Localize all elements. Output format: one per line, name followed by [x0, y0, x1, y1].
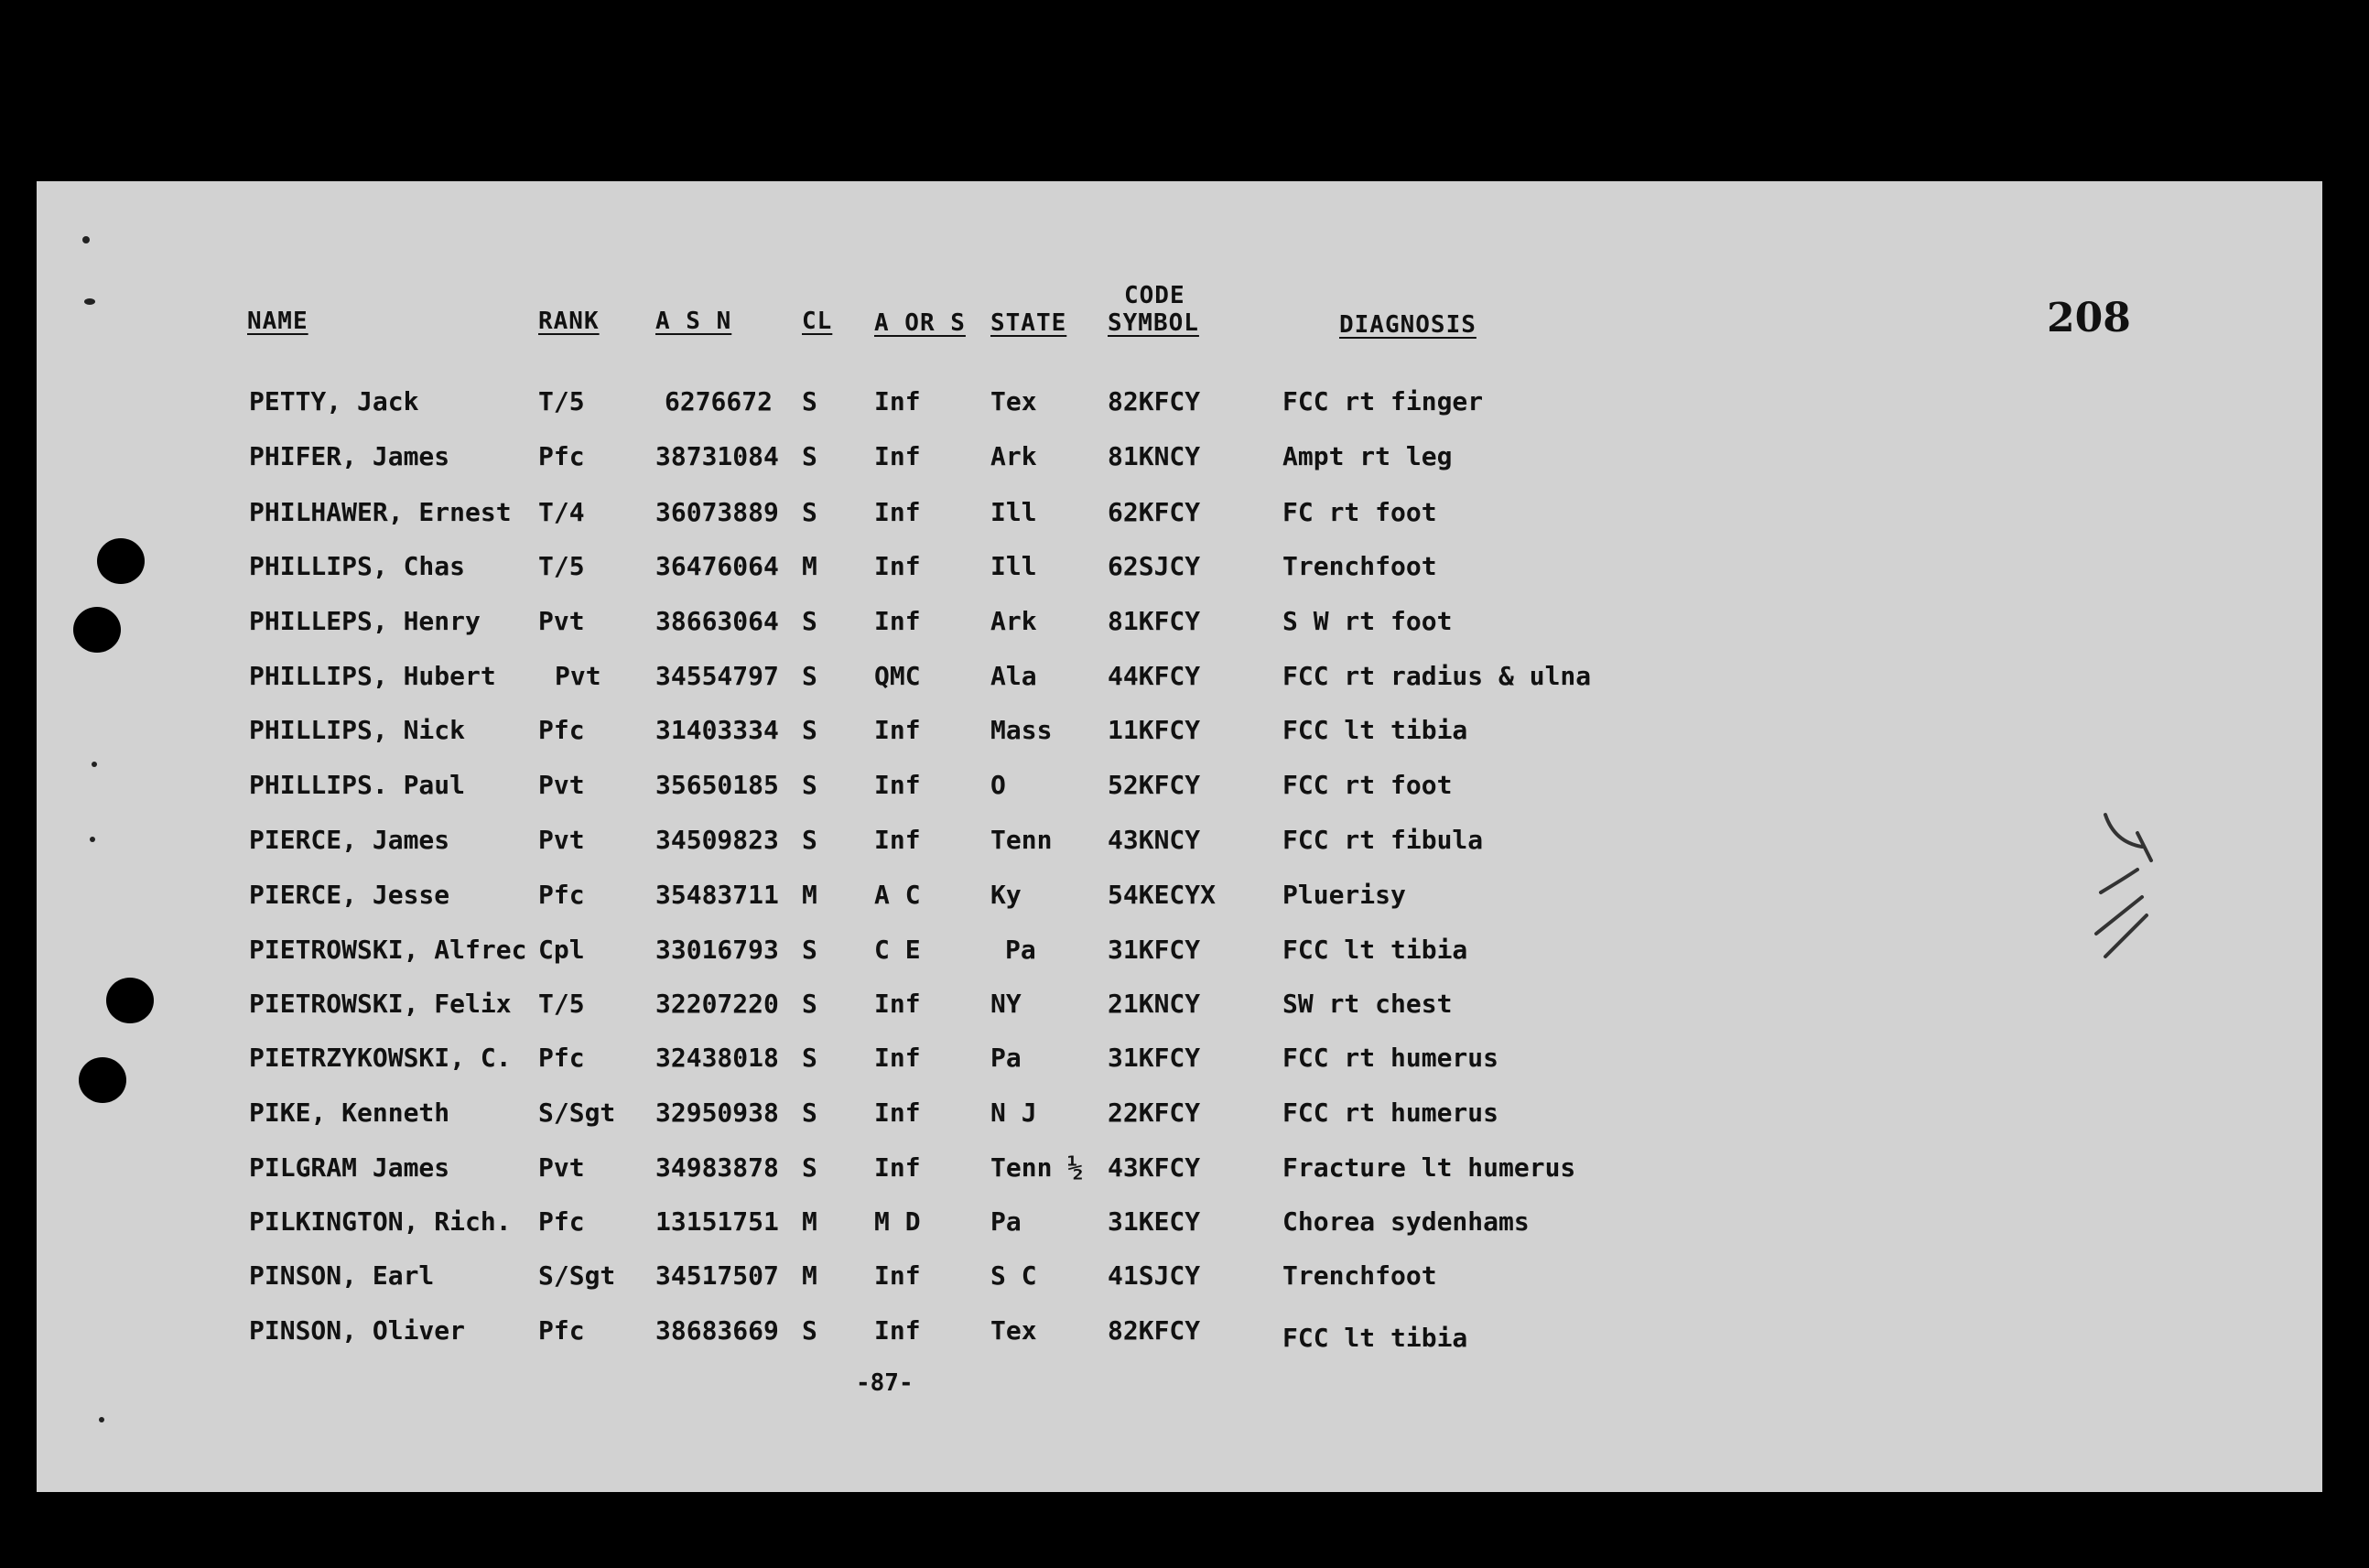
- cell-asn: 32950938: [655, 1098, 779, 1128]
- cell-a-or-s: Inf: [874, 770, 921, 800]
- cell-asn: 13151751: [655, 1206, 779, 1237]
- cell-rank: T/5: [538, 989, 585, 1019]
- margin-mark: [99, 1417, 104, 1422]
- cell-diagnosis: FC rt foot: [1282, 497, 1437, 527]
- table-row: [0, 1152, 2369, 1204]
- table-row: [0, 1260, 2369, 1312]
- table-row: [0, 715, 2369, 766]
- cell-asn: 36073889: [655, 497, 779, 527]
- cell-cl: M: [802, 1206, 817, 1237]
- table-row: [0, 1315, 2369, 1367]
- cell-rank: Pvt: [538, 606, 585, 636]
- cell-state: Tex: [990, 1315, 1037, 1346]
- cell-name: PETTY, Jack: [249, 386, 419, 416]
- cell-state: Mass: [990, 715, 1053, 745]
- table-row: [0, 386, 2369, 438]
- cell-code-symbol: 62SJCY: [1108, 551, 1201, 581]
- cell-diagnosis: Chorea sydenhams: [1282, 1206, 1530, 1237]
- table-row: [0, 770, 2369, 821]
- cell-cl: S: [802, 606, 817, 636]
- cell-asn: 38731084: [655, 441, 779, 471]
- cell-rank: T/4: [538, 497, 585, 527]
- table-row: [0, 1043, 2369, 1094]
- cell-rank: Pvt: [538, 825, 585, 855]
- cell-state: Ill: [990, 497, 1037, 527]
- page-number: 208: [2047, 295, 2131, 341]
- cell-state: Ala: [990, 661, 1037, 691]
- header-cl: CL: [802, 308, 833, 335]
- cell-state: S C: [990, 1260, 1037, 1291]
- margin-mark: [82, 236, 90, 243]
- cell-a-or-s: Inf: [874, 386, 921, 416]
- cell-code-symbol: 82KFCY: [1108, 386, 1201, 416]
- cell-rank: Pfc: [538, 880, 585, 910]
- cell-name: PILKINGTON, Rich.: [249, 1206, 512, 1237]
- header-a-or-s: A OR S: [874, 309, 966, 337]
- cell-diagnosis: FCC rt foot: [1282, 770, 1453, 800]
- cell-state: Pa: [1005, 935, 1036, 965]
- cell-a-or-s: Inf: [874, 551, 921, 581]
- cell-state: Tenn: [990, 825, 1053, 855]
- cell-name: PIKE, Kenneth: [249, 1098, 450, 1128]
- cell-code-symbol: 31KFCY: [1108, 935, 1201, 965]
- cell-cl: S: [802, 386, 817, 416]
- cell-a-or-s: Inf: [874, 1043, 921, 1073]
- table-row: [0, 441, 2369, 492]
- cell-cl: M: [802, 551, 817, 581]
- cell-code-symbol: 41SJCY: [1108, 1260, 1201, 1291]
- cell-state: O: [990, 770, 1006, 800]
- cell-asn: 32207220: [655, 989, 779, 1019]
- cell-code-symbol: 62KFCY: [1108, 497, 1201, 527]
- cell-rank: S/Sgt: [538, 1098, 616, 1128]
- cell-cl: M: [802, 880, 817, 910]
- cell-name: PIETROWSKI, Alfrec: [249, 935, 527, 965]
- cell-a-or-s: Inf: [874, 989, 921, 1019]
- header-diagnosis: DIAGNOSIS: [1339, 311, 1477, 339]
- cell-name: PIERCE, Jesse: [249, 880, 450, 910]
- table-row: [0, 1098, 2369, 1149]
- cell-cl: S: [802, 935, 817, 965]
- cell-cl: S: [802, 661, 817, 691]
- cell-cl: S: [802, 989, 817, 1019]
- cell-name: PHILHAWER, Ernest: [249, 497, 512, 527]
- cell-cl: S: [802, 441, 817, 471]
- cell-diagnosis: Ampt rt leg: [1282, 441, 1453, 471]
- table-row: [0, 606, 2369, 657]
- cell-name: PINSON, Oliver: [249, 1315, 466, 1346]
- cell-asn: 38663064: [655, 606, 779, 636]
- cell-rank: Pvt: [555, 661, 601, 691]
- cell-diagnosis: FCC rt humerus: [1282, 1043, 1499, 1073]
- cell-diagnosis: Pluerisy: [1282, 880, 1406, 910]
- cell-diagnosis: Trenchfoot: [1282, 551, 1437, 581]
- cell-diagnosis: FCC rt radius & ulna: [1282, 661, 1592, 691]
- cell-code-symbol: 31KFCY: [1108, 1043, 1201, 1073]
- cell-rank: Pfc: [538, 715, 585, 745]
- table-row: [0, 661, 2369, 712]
- cell-name: PHILLIPS, Hubert: [249, 661, 496, 691]
- cell-name: PIETRZYKOWSKI, C.: [249, 1043, 512, 1073]
- cell-cl: S: [802, 1043, 817, 1073]
- cell-rank: T/5: [538, 551, 585, 581]
- cell-state: NY: [990, 989, 1022, 1019]
- cell-a-or-s: Inf: [874, 1098, 921, 1128]
- cell-name: PHILLIPS, Chas: [249, 551, 466, 581]
- cell-a-or-s: Inf: [874, 1260, 921, 1291]
- cell-a-or-s: Inf: [874, 825, 921, 855]
- cell-diagnosis: FCC rt finger: [1282, 386, 1484, 416]
- cell-asn: 38683669: [655, 1315, 779, 1346]
- cell-asn: 32438018: [655, 1043, 779, 1073]
- cell-rank: S/Sgt: [538, 1260, 616, 1291]
- cell-code-symbol: 11KFCY: [1108, 715, 1201, 745]
- header-code: CODE: [1124, 282, 1185, 309]
- cell-name: PHILLIPS. Paul: [249, 770, 466, 800]
- cell-asn: 35483711: [655, 880, 779, 910]
- page-footer-number: -87-: [856, 1369, 914, 1397]
- cell-state: Ky: [990, 880, 1022, 910]
- cell-asn: 34517507: [655, 1260, 779, 1291]
- cell-diagnosis: SW rt chest: [1282, 989, 1453, 1019]
- cell-state: Pa: [990, 1206, 1022, 1237]
- margin-mark: [84, 298, 95, 305]
- cell-diagnosis: Fracture lt humerus: [1282, 1152, 1576, 1183]
- header-asn: A S N: [655, 308, 732, 335]
- cell-code-symbol: 44KFCY: [1108, 661, 1201, 691]
- cell-asn: 31403334: [655, 715, 779, 745]
- cell-diagnosis: FCC rt fibula: [1282, 825, 1484, 855]
- cell-a-or-s: Inf: [874, 1315, 921, 1346]
- cell-state: Tenn ½: [990, 1152, 1084, 1183]
- handwritten-mark: [2087, 806, 2169, 961]
- cell-cl: S: [802, 497, 817, 527]
- cell-name: PINSON, Earl: [249, 1260, 435, 1291]
- cell-code-symbol: 43KFCY: [1108, 1152, 1201, 1183]
- cell-rank: Pvt: [538, 770, 585, 800]
- cell-rank: T/5: [538, 386, 585, 416]
- cell-state: N J: [990, 1098, 1037, 1128]
- cell-code-symbol: 54KECYX: [1108, 880, 1217, 910]
- cell-cl: S: [802, 825, 817, 855]
- cell-name: PHIFER, James: [249, 441, 450, 471]
- cell-a-or-s: Inf: [874, 1152, 921, 1183]
- cell-rank: Pvt: [538, 1152, 585, 1183]
- cell-diagnosis: FCC lt tibia: [1282, 715, 1468, 745]
- cell-asn: 34509823: [655, 825, 779, 855]
- cell-rank: Pfc: [538, 1315, 585, 1346]
- cell-a-or-s: C E: [874, 935, 921, 965]
- cell-cl: S: [802, 770, 817, 800]
- cell-diagnosis: Trenchfoot: [1282, 1260, 1437, 1291]
- cell-diagnosis: FCC rt humerus: [1282, 1098, 1499, 1128]
- header-rank: RANK: [538, 308, 600, 335]
- cell-code-symbol: 52KFCY: [1108, 770, 1201, 800]
- cell-state: Ark: [990, 606, 1037, 636]
- cell-a-or-s: A C: [874, 880, 921, 910]
- cell-rank: Pfc: [538, 1206, 585, 1237]
- cell-name: PIERCE, James: [249, 825, 450, 855]
- table-row: [0, 497, 2369, 548]
- cell-code-symbol: 82KFCY: [1108, 1315, 1201, 1346]
- cell-asn: 34983878: [655, 1152, 779, 1183]
- cell-asn: 6276672: [664, 386, 773, 416]
- table-row: [0, 880, 2369, 931]
- table-row: [0, 825, 2369, 876]
- cell-code-symbol: 81KFCY: [1108, 606, 1201, 636]
- cell-name: PILGRAM James: [249, 1152, 450, 1183]
- cell-rank: Pfc: [538, 441, 585, 471]
- cell-state: Pa: [990, 1043, 1022, 1073]
- cell-a-or-s: M D: [874, 1206, 921, 1237]
- cell-state: Tex: [990, 386, 1037, 416]
- cell-diagnosis: FCC lt tibia: [1282, 935, 1468, 965]
- cell-name: PHILLEPS, Henry: [249, 606, 481, 636]
- table-row: [0, 935, 2369, 986]
- cell-code-symbol: 31KECY: [1108, 1206, 1201, 1237]
- cell-name: PHILLIPS, Nick: [249, 715, 466, 745]
- cell-asn: 33016793: [655, 935, 779, 965]
- cell-state: Ark: [990, 441, 1037, 471]
- cell-cl: M: [802, 1260, 817, 1291]
- header-name: NAME: [247, 308, 308, 335]
- table-row: [0, 989, 2369, 1040]
- cell-a-or-s: Inf: [874, 606, 921, 636]
- cell-code-symbol: 21KNCY: [1108, 989, 1201, 1019]
- header-symbol: SYMBOL: [1108, 309, 1199, 337]
- cell-rank: Pfc: [538, 1043, 585, 1073]
- cell-cl: S: [802, 715, 817, 745]
- cell-name: PIETROWSKI, Felix: [249, 989, 512, 1019]
- cell-cl: S: [802, 1098, 817, 1128]
- cell-asn: 34554797: [655, 661, 779, 691]
- cell-cl: S: [802, 1315, 817, 1346]
- cell-a-or-s: Inf: [874, 497, 921, 527]
- cell-asn: 35650185: [655, 770, 779, 800]
- cell-diagnosis: S W rt foot: [1282, 606, 1453, 636]
- cell-code-symbol: 81KNCY: [1108, 441, 1201, 471]
- cell-asn: 36476064: [655, 551, 779, 581]
- cell-rank: Cpl: [538, 935, 585, 965]
- table-row: [0, 551, 2369, 602]
- cell-code-symbol: 43KNCY: [1108, 825, 1201, 855]
- cell-cl: S: [802, 1152, 817, 1183]
- cell-a-or-s: Inf: [874, 441, 921, 471]
- cell-a-or-s: QMC: [874, 661, 921, 691]
- table-row: [0, 1206, 2369, 1258]
- header-state: STATE: [990, 309, 1067, 337]
- cell-code-symbol: 22KFCY: [1108, 1098, 1201, 1128]
- cell-diagnosis: FCC lt tibia: [1282, 1323, 1468, 1353]
- cell-a-or-s: Inf: [874, 715, 921, 745]
- cell-state: Ill: [990, 551, 1037, 581]
